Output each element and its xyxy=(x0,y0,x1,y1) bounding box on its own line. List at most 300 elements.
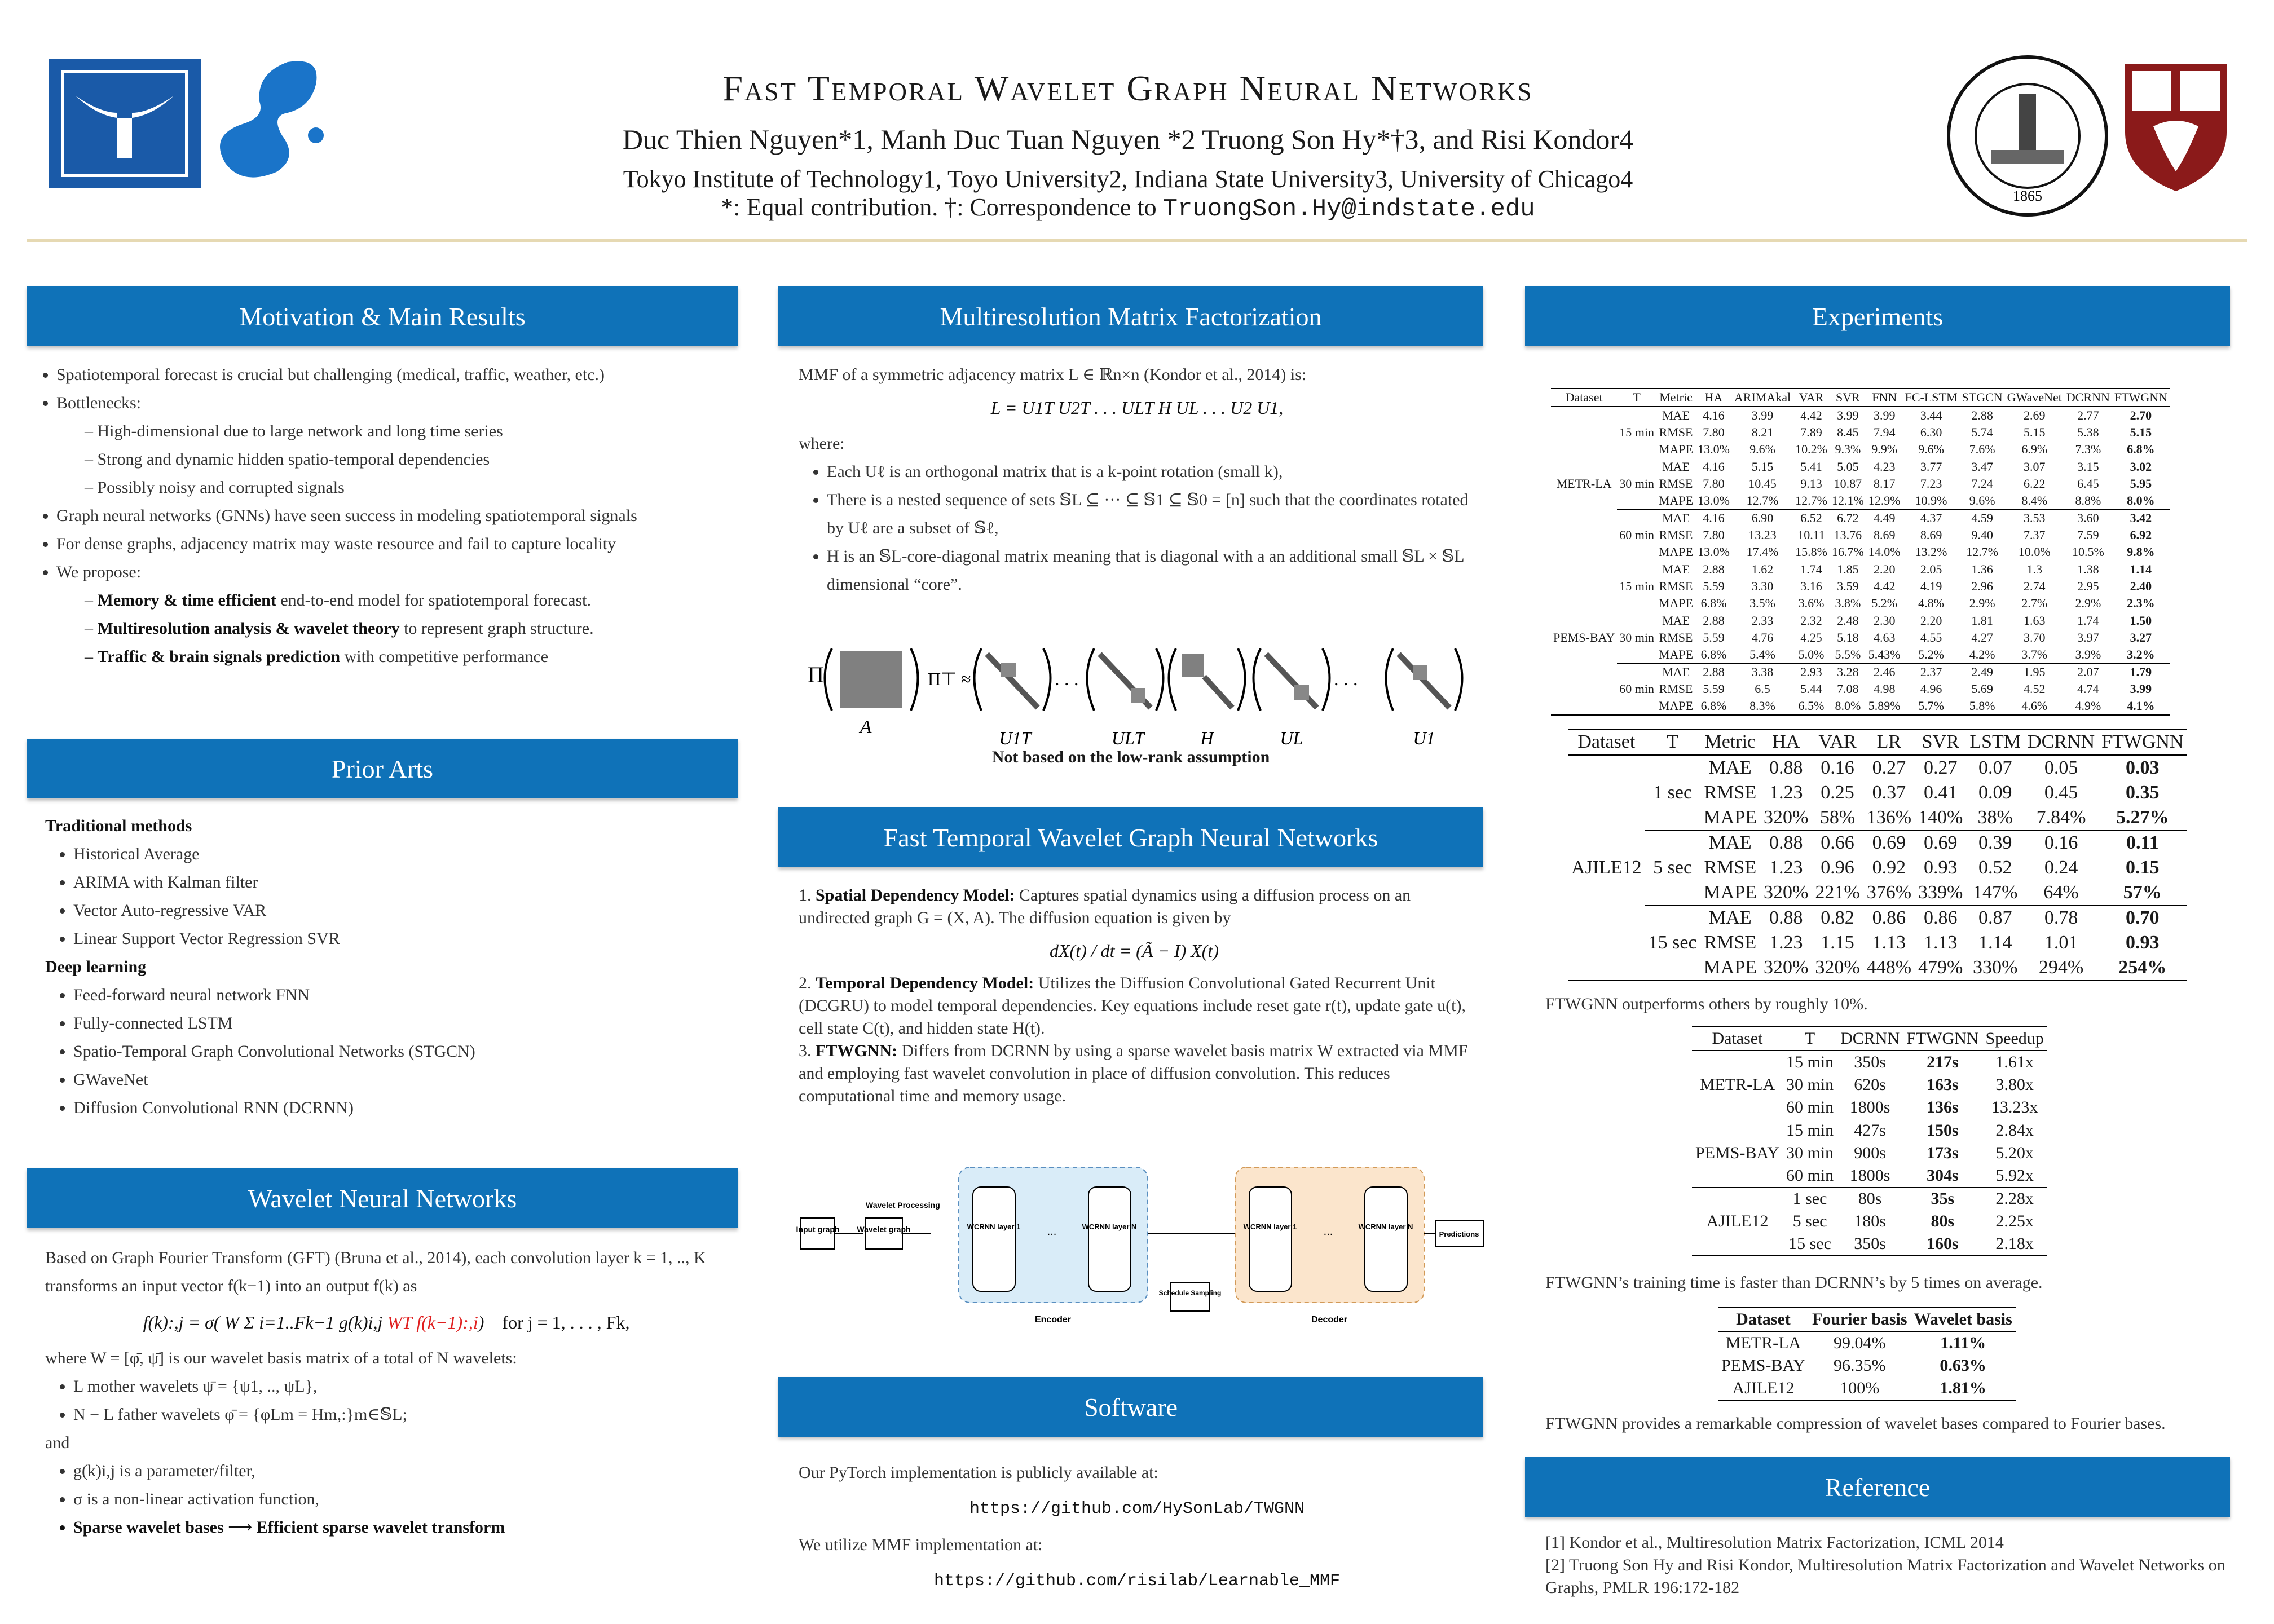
uc-shield-icon xyxy=(2119,59,2232,194)
value-cell: 60 min xyxy=(1786,1098,1834,1116)
value-cell: 13.0% xyxy=(1698,442,1730,456)
value-cell: 8.3% xyxy=(1749,699,1775,713)
value-cell: 7.80 xyxy=(1703,528,1725,542)
value-cell: 0.63% xyxy=(1940,1356,1986,1375)
wavelet-item: • σ is a non-linear activation function, xyxy=(73,1485,728,1513)
value-cell: 10.2% xyxy=(1795,442,1827,456)
svg-text:Wavelet graph: Wavelet graph xyxy=(857,1225,911,1234)
wavelet-item: • N − L father wavelets φ̄ = {φLm = Hm,:}m∈𝕊L; xyxy=(73,1401,728,1429)
value-cell: 4.74 xyxy=(2077,682,2099,696)
value-cell: 2.84x xyxy=(1995,1121,2034,1140)
svg-text:. . .: . . . xyxy=(1334,669,1358,690)
value-cell: 5.95 xyxy=(2130,476,2152,491)
value-cell: 136s xyxy=(1926,1098,1959,1116)
column-header: LSTM xyxy=(1969,731,2021,752)
column-header: Dataset xyxy=(1712,1029,1763,1048)
value-cell: 12.7% xyxy=(1795,493,1827,508)
schedule-sampling-box xyxy=(1170,1283,1210,1311)
value-cell: 3.2% xyxy=(2127,647,2155,661)
value-cell: 10.45 xyxy=(1748,476,1777,491)
header-divider xyxy=(27,239,2247,242)
horizon-cell: 15 sec xyxy=(1648,932,1697,953)
value-cell: 12.9% xyxy=(1868,493,1901,508)
value-cell: 3.53 xyxy=(2024,511,2046,525)
horizon-cell: 60 min xyxy=(1619,528,1654,542)
encoder-layer-n xyxy=(1088,1187,1131,1291)
value-cell: 2.48 xyxy=(1837,614,1859,628)
value-cell: 3.6% xyxy=(1798,596,1825,610)
motivation-body xyxy=(28,361,739,671)
value-cell: 4.16 xyxy=(1703,511,1725,525)
reference-item: [1] Kondor et al., Multiresolution Matrix Factorization, ICML 2014 xyxy=(1545,1533,2004,1552)
svg-text:...: ... xyxy=(1323,1225,1333,1238)
value-cell: 5.0% xyxy=(1798,647,1825,661)
value-cell: 427s xyxy=(1854,1121,1886,1140)
value-cell: 6.5 xyxy=(1755,682,1770,696)
svg-text:Decoder: Decoder xyxy=(1311,1315,1348,1325)
value-cell: 1.01 xyxy=(2044,932,2078,953)
value-cell: 30 min xyxy=(1786,1144,1834,1162)
value-cell: 4.42 xyxy=(1873,579,1896,593)
bottleneck-item: – High-dimensional due to large network and long time series xyxy=(85,417,739,445)
value-cell: 7.3% xyxy=(2075,442,2101,456)
value-cell: MAE xyxy=(1662,511,1690,525)
value-cell: 163s xyxy=(1926,1075,1959,1094)
value-cell: 10.11 xyxy=(1797,528,1825,542)
svg-text:1865: 1865 xyxy=(2013,188,2042,204)
value-cell: 3.02 xyxy=(2130,460,2152,474)
table-header-row xyxy=(1718,1308,2016,1331)
proposal-item: – Memory & time efficient end-to-end model for spatiotemporal forecast. xyxy=(85,586,739,615)
training-time-table xyxy=(1692,1026,2047,1256)
value-cell: RMSE xyxy=(1659,630,1693,645)
column-header: FTWGNN xyxy=(1906,1029,1979,1048)
value-cell: 2.96 xyxy=(1971,579,1993,593)
value-cell: 0.96 xyxy=(1821,857,1854,878)
value-cell: 64% xyxy=(2043,882,2079,903)
svg-text:Predictions: Predictions xyxy=(1439,1230,1479,1238)
dataset-cell: AJILE12 xyxy=(1706,1212,1769,1230)
value-cell: 0.82 xyxy=(1821,907,1854,928)
column-header: FTWGNN xyxy=(2114,390,2167,404)
column-header: T xyxy=(1667,731,1678,752)
wavelet-item: • L mother wavelets ψ̄ = {ψ1, .., ψL}, xyxy=(73,1373,728,1401)
value-cell: RMSE xyxy=(1659,425,1693,439)
prior-arts-body xyxy=(45,812,733,1122)
value-cell: 1800s xyxy=(1849,1098,1890,1116)
value-cell: 5.18 xyxy=(1837,630,1859,645)
value-cell: 2.20 xyxy=(1920,614,1942,628)
value-cell: 0.86 xyxy=(1872,907,1906,928)
value-cell: 0.03 xyxy=(2126,757,2160,778)
value-cell: 5.2% xyxy=(1871,596,1898,610)
motivation-bullet: • We propose: xyxy=(56,558,739,586)
value-cell: 1.36 xyxy=(1971,562,1993,576)
matrix-h xyxy=(1182,654,1204,677)
value-cell: 0.69 xyxy=(1923,832,1958,853)
svg-text:U1: U1 xyxy=(1413,728,1435,748)
toyo-university-logo xyxy=(203,51,350,220)
table-header-row xyxy=(1692,1027,2047,1051)
value-cell: MAPE xyxy=(1658,596,1694,610)
value-cell: 221% xyxy=(1815,882,1860,903)
wavelet-intro: Based on Graph Fourier Transform (GFT) (Bruna et al., 2014), each convolution layer k = 1, .., K transforms an input vector f(k−1) into an output f(k) as xyxy=(45,1248,706,1295)
value-cell: 0.88 xyxy=(1769,757,1803,778)
bottleneck-item: – Possibly noisy and corrupted signals xyxy=(85,474,739,502)
deep-learning-title: Deep learning xyxy=(45,957,147,976)
section-header-prior-arts: Prior Arts xyxy=(27,739,738,798)
value-cell: 5.74 xyxy=(1971,425,1993,439)
value-cell: 3.42 xyxy=(2130,511,2152,525)
value-cell: 0.88 xyxy=(1769,907,1803,928)
section-header-software: Software xyxy=(778,1377,1483,1437)
value-cell: 6.45 xyxy=(2077,476,2099,491)
value-cell: 5.5% xyxy=(1835,647,1861,661)
svg-text:WCRNN layer 1: WCRNN layer 1 xyxy=(967,1223,1021,1231)
motivation-bullet: • For dense graphs, adjacency matrix may waste resource and fail to capture locality xyxy=(56,530,739,558)
column-header: STGCN xyxy=(1962,390,2003,404)
value-cell: 5.7% xyxy=(1918,699,1944,713)
column-header: VAR xyxy=(1818,731,1857,752)
value-cell: 2.32 xyxy=(1800,614,1822,628)
section-header-wavelet-nn: Wavelet Neural Networks xyxy=(27,1168,738,1228)
value-cell: 99.04% xyxy=(1834,1334,1886,1352)
value-cell: 339% xyxy=(1918,882,1963,903)
value-cell: 350s xyxy=(1854,1234,1886,1253)
column-header: HA xyxy=(1772,731,1800,752)
value-cell: 9.3% xyxy=(1835,442,1861,456)
proposal-item: – Multiresolution analysis & wavelet theory to represent graph structure. xyxy=(85,615,739,643)
value-cell: MAPE xyxy=(1703,807,1757,828)
mmf-equation: L = U1T U2T . . . ULT H UL . . . U2 U1, xyxy=(990,398,1284,418)
value-cell: 2.49 xyxy=(1971,665,1993,679)
value-cell: 15 min xyxy=(1786,1053,1834,1071)
horizon-cell: 60 min xyxy=(1619,682,1654,696)
value-cell: 0.86 xyxy=(1923,907,1958,928)
value-cell: 1.3 xyxy=(2026,562,2043,576)
value-cell: 376% xyxy=(1866,882,1912,903)
traditional-method: • Linear Support Vector Regression SVR xyxy=(73,925,733,953)
value-cell: 5.59 xyxy=(1703,630,1725,645)
traditional-method: • ARIMA with Kalman filter xyxy=(73,868,733,897)
value-cell: 1.63 xyxy=(2024,614,2046,628)
value-cell: MAE xyxy=(1662,665,1690,679)
value-cell: 5.15 xyxy=(1751,460,1774,474)
value-cell: 2.7% xyxy=(2021,596,2048,610)
section-header-reference: Reference xyxy=(1525,1457,2230,1517)
swallow-icon xyxy=(64,73,185,174)
value-cell: 330% xyxy=(1973,957,2018,978)
value-cell: 1.23 xyxy=(1769,782,1803,803)
value-cell: 0.07 xyxy=(1978,757,2012,778)
value-cell: 320% xyxy=(1764,957,1809,978)
value-cell: 8.0% xyxy=(2127,493,2155,508)
value-cell: 0.52 xyxy=(1978,857,2012,878)
value-cell: 6.8% xyxy=(1700,596,1727,610)
value-cell: 6.5% xyxy=(1798,699,1825,713)
column-header: SVR xyxy=(1835,390,1860,404)
value-cell: 1.62 xyxy=(1751,562,1774,576)
value-cell: 1.14 xyxy=(1978,932,2012,953)
value-cell: 6.92 xyxy=(2130,528,2152,542)
value-cell: 2.25x xyxy=(1995,1212,2034,1230)
value-cell: 0.16 xyxy=(1821,757,1854,778)
value-cell: 5.20x xyxy=(1995,1144,2034,1162)
column-header: FC-LSTM xyxy=(1905,390,1958,404)
value-cell: 3.30 xyxy=(1751,579,1774,593)
value-cell: 4.63 xyxy=(1873,630,1896,645)
deep-learning-method: • Spatio-Temporal Graph Convolutional Networks (STGCN) xyxy=(73,1038,733,1066)
poster-title: Fast Temporal Wavelet Graph Neural Networks xyxy=(722,68,1533,108)
tokyo-tech-emblem xyxy=(61,70,188,177)
svg-text:Schedule Sampling: Schedule Sampling xyxy=(1158,1289,1222,1297)
value-cell: 2.69 xyxy=(2024,408,2046,422)
value-cell: 6.30 xyxy=(1920,425,1942,439)
horizon-cell: 15 min xyxy=(1619,579,1654,593)
value-cell: 5.15 xyxy=(2024,425,2046,439)
traditional-methods-title: Traditional methods xyxy=(45,817,192,835)
value-cell: 2.88 xyxy=(1703,665,1725,679)
value-cell: 150s xyxy=(1926,1121,1959,1140)
value-cell: MAPE xyxy=(1658,493,1694,508)
value-cell: 8.69 xyxy=(1873,528,1896,542)
value-cell: 1.81 xyxy=(1971,614,1993,628)
value-cell: 4.8% xyxy=(1918,596,1944,610)
value-cell: 3.9% xyxy=(2075,647,2101,661)
value-cell: 80s xyxy=(1931,1212,1955,1230)
value-cell: 9.6% xyxy=(1918,442,1944,456)
value-cell: 6.8% xyxy=(2127,442,2155,456)
value-cell: 320% xyxy=(1815,957,1860,978)
value-cell: 4.27 xyxy=(1971,630,1993,645)
mmf-body xyxy=(799,361,1475,599)
table-row xyxy=(1551,561,2170,579)
value-cell: 5.05 xyxy=(1837,460,1859,474)
value-cell: MAPE xyxy=(1703,957,1757,978)
matrix-u1t xyxy=(987,654,1038,708)
reference-body xyxy=(1545,1532,2233,1599)
value-cell: 6.90 xyxy=(1751,511,1774,525)
contribution-note: *: Equal contribution. †: Correspondence to xyxy=(721,193,1163,221)
mmf-bullet: • There is a nested sequence of sets 𝕊L ⊆ ··· ⊆ 𝕊1 ⊆ 𝕊0 = [n] such that the coordinates rotated by Uℓ are a subset of 𝕊ℓ, xyxy=(827,486,1475,542)
value-cell: 2.40 xyxy=(2130,579,2152,593)
section-header-motivation: Motivation & Main Results xyxy=(27,286,738,346)
value-cell: 3.27 xyxy=(2130,630,2152,645)
value-cell: 5.59 xyxy=(1703,579,1725,593)
value-cell: 35s xyxy=(1931,1189,1955,1208)
ftwgnn-step: 1. Spatial Dependency Model: Captures spatial dynamics using a diffusion process on an undirected graph G = (X, A). The diffusion equation is given by xyxy=(799,886,1411,927)
value-cell: 4.98 xyxy=(1873,682,1896,696)
section-header-experiments: Experiments xyxy=(1525,286,2230,346)
value-cell: 9.9% xyxy=(1871,442,1898,456)
value-cell: 3.16 xyxy=(1800,579,1822,593)
table-row xyxy=(1568,755,2187,780)
value-cell: 8.0% xyxy=(1835,699,1861,713)
value-cell: 3.5% xyxy=(1749,596,1775,610)
value-cell: 4.55 xyxy=(1920,630,1942,645)
ftwgnn-architecture-diagram xyxy=(796,1162,1483,1342)
svg-text:Wavelet Processing: Wavelet Processing xyxy=(866,1201,940,1210)
value-cell: 4.16 xyxy=(1703,460,1725,474)
value-cell: 3.07 xyxy=(2024,460,2046,474)
value-cell: 3.38 xyxy=(1751,665,1774,679)
column-header: Wavelet basis xyxy=(1914,1310,2012,1329)
value-cell: 4.96 xyxy=(1920,682,1942,696)
value-cell: 1 sec xyxy=(1792,1189,1827,1208)
tokyo-tech-logo xyxy=(49,59,201,188)
value-cell: 217s xyxy=(1926,1053,1959,1071)
value-cell: RMSE xyxy=(1704,782,1757,803)
column-header: LR xyxy=(1876,731,1902,752)
value-cell: 13.76 xyxy=(1834,528,1862,542)
value-cell: 4.23 xyxy=(1873,460,1896,474)
table-row xyxy=(1692,1051,2047,1074)
value-cell: 140% xyxy=(1918,807,1963,828)
value-cell: 96.35% xyxy=(1834,1356,1886,1375)
value-cell: 5.92x xyxy=(1995,1166,2034,1185)
value-cell: 4.9% xyxy=(2075,699,2101,713)
value-cell: 3.77 xyxy=(1920,460,1942,474)
value-cell: 2.77 xyxy=(2077,408,2099,422)
value-cell: 136% xyxy=(1866,807,1912,828)
poster-note xyxy=(395,193,1861,223)
value-cell: 38% xyxy=(1977,807,2013,828)
value-cell: 3.8% xyxy=(1835,596,1861,610)
table-row xyxy=(1568,831,2187,856)
speed-table-wrap xyxy=(1692,1026,2047,1256)
svg-text:. . .: . . . xyxy=(1055,669,1079,690)
ftwgnn-step: 2. Temporal Dependency Model: Utilizes the Diffusion Convolutional Gated Recurrent Unit (DCGRU) to model temporal dependencies. Key equations include reset gate r(t), update gate u(t), cell state C(t), and hidden state H(t). xyxy=(799,974,1466,1038)
value-cell: 0.78 xyxy=(2044,907,2078,928)
value-cell: MAPE xyxy=(1658,545,1694,559)
table-row xyxy=(1568,906,2187,931)
value-cell: 7.37 xyxy=(2024,528,2046,542)
value-cell: 6.52 xyxy=(1800,511,1822,525)
value-cell: 5.27% xyxy=(2116,807,2169,828)
value-cell: 2.18x xyxy=(1995,1234,2034,1253)
wavelet-item: • g(k)i,j is a parameter/filter, xyxy=(73,1457,728,1485)
value-cell: 0.92 xyxy=(1872,857,1906,878)
mmf-figure-caption: Not based on the low-rank assumption xyxy=(991,748,1270,766)
dataset-cell: PEMS-BAY xyxy=(1695,1144,1779,1162)
value-cell: 2.70 xyxy=(2130,408,2152,422)
value-cell: MAE xyxy=(1662,460,1690,474)
table-header-row xyxy=(1551,389,2170,407)
ajile-results-table-wrap xyxy=(1568,729,2187,981)
value-cell: 3.47 xyxy=(1971,460,1993,474)
github-link-mmf[interactable]: https://github.com/risilab/Learnable_MMF xyxy=(933,1572,1341,1591)
value-cell: 10.5% xyxy=(2072,545,2104,559)
value-cell: 7.08 xyxy=(1837,682,1859,696)
value-cell: 5.89% xyxy=(1868,699,1901,713)
value-cell: 0.09 xyxy=(1978,782,2012,803)
value-cell: 6.8% xyxy=(1700,699,1727,713)
value-cell: MAE xyxy=(1709,907,1752,928)
value-cell: 6.8% xyxy=(1700,647,1727,661)
value-cell: 1.74 xyxy=(1800,562,1822,576)
value-cell: 0.66 xyxy=(1821,832,1854,853)
value-cell: 2.88 xyxy=(1971,408,1993,422)
value-cell: 1.81% xyxy=(1940,1379,1986,1397)
value-cell: 4.37 xyxy=(1920,511,1942,525)
value-cell: 254% xyxy=(2118,957,2167,978)
experiments-caption-3: FTWGNN provides a remarkable compression of wavelet bases compared to Fourier bases. xyxy=(1545,1414,2166,1433)
value-cell: 13.23 xyxy=(1748,528,1777,542)
value-cell: 3.99 xyxy=(1873,408,1896,422)
value-cell: 304s xyxy=(1926,1166,1959,1185)
value-cell: 8.69 xyxy=(1920,528,1942,542)
value-cell: 15 sec xyxy=(1788,1234,1831,1253)
value-cell: 1.13 xyxy=(1923,932,1958,953)
value-cell: 8.45 xyxy=(1837,425,1859,439)
value-cell: 8.17 xyxy=(1873,476,1896,491)
github-link-twgnn[interactable]: https://github.com/HySonLab/TWGNN xyxy=(969,1499,1305,1519)
poster-affiliations: Tokyo Institute of Technology1, Toyo University2, Indiana State University3, University of Chicago4 xyxy=(623,165,1633,193)
value-cell: 30 min xyxy=(1786,1075,1834,1094)
value-cell: 4.76 xyxy=(1751,630,1774,645)
value-cell: 5.41 xyxy=(1800,460,1822,474)
column-header: FTWGNN xyxy=(2101,731,2184,752)
value-cell: 0.69 xyxy=(1872,832,1906,853)
value-cell: 5 sec xyxy=(1792,1212,1827,1230)
value-cell: MAE xyxy=(1662,614,1690,628)
column-header: FNN xyxy=(1872,390,1897,404)
value-cell: 5.44 xyxy=(1800,682,1822,696)
value-cell: 0.27 xyxy=(1872,757,1906,778)
column-header: Dataset xyxy=(1565,390,1603,404)
value-cell: MAE xyxy=(1662,408,1690,422)
value-cell: 147% xyxy=(1973,882,2018,903)
value-cell: 0.93 xyxy=(2126,932,2160,953)
value-cell: AJILE12 xyxy=(1732,1379,1795,1397)
value-cell: 3.99 xyxy=(2130,682,2152,696)
value-cell: 5.8% xyxy=(1969,699,1995,713)
matrix-ul xyxy=(1266,654,1317,708)
section-header-ftwgnn: Fast Temporal Wavelet Graph Neural Networks xyxy=(778,807,1483,867)
column-header: VAR xyxy=(1799,390,1824,404)
value-cell: 0.39 xyxy=(1978,832,2012,853)
value-cell: 14.0% xyxy=(1868,545,1901,559)
value-cell: 3.7% xyxy=(2021,647,2048,661)
value-cell: 10.9% xyxy=(1915,493,1947,508)
value-cell: 1.79 xyxy=(2130,665,2152,679)
value-cell: 5.4% xyxy=(1749,647,1775,661)
value-cell: 4.52 xyxy=(2024,682,2046,696)
column-header: Speedup xyxy=(1985,1029,2044,1048)
value-cell: 1.23 xyxy=(1769,932,1803,953)
value-cell: 1.13 xyxy=(1872,932,1906,953)
table-row xyxy=(1692,1119,2047,1142)
svg-text:UL: UL xyxy=(1280,728,1303,748)
value-cell: MAE xyxy=(1662,562,1690,576)
svg-text:Π: Π xyxy=(808,662,824,687)
experiments-caption-1: FTWGNN outperforms others by roughly 10%. xyxy=(1545,995,1868,1013)
value-cell: 12.7% xyxy=(1966,545,1999,559)
value-cell: 3.59 xyxy=(1837,579,1859,593)
correspondence-email[interactable]: TruongSon.Hy@indstate.edu xyxy=(1162,195,1535,223)
bottleneck-item: – Strong and dynamic hidden spatio-temporal dependencies xyxy=(85,445,739,474)
isu-seal-icon xyxy=(1946,54,2109,218)
software-line: We utilize MMF implementation at: xyxy=(799,1535,1043,1554)
section-header-mmf: Multiresolution Matrix Factorization xyxy=(778,286,1483,346)
mmf-intro: MMF of a symmetric adjacency matrix L ∈ ℝn×n (Kondor et al., 2014) is: xyxy=(799,365,1307,384)
horizon-cell: 30 min xyxy=(1619,476,1654,491)
indiana-state-seal xyxy=(1946,54,2109,218)
column-header: T xyxy=(1804,1029,1815,1048)
table-row xyxy=(1551,458,2170,476)
traffic-results-table-wrap xyxy=(1551,388,2170,716)
value-cell: 13.23x xyxy=(1991,1098,2038,1116)
